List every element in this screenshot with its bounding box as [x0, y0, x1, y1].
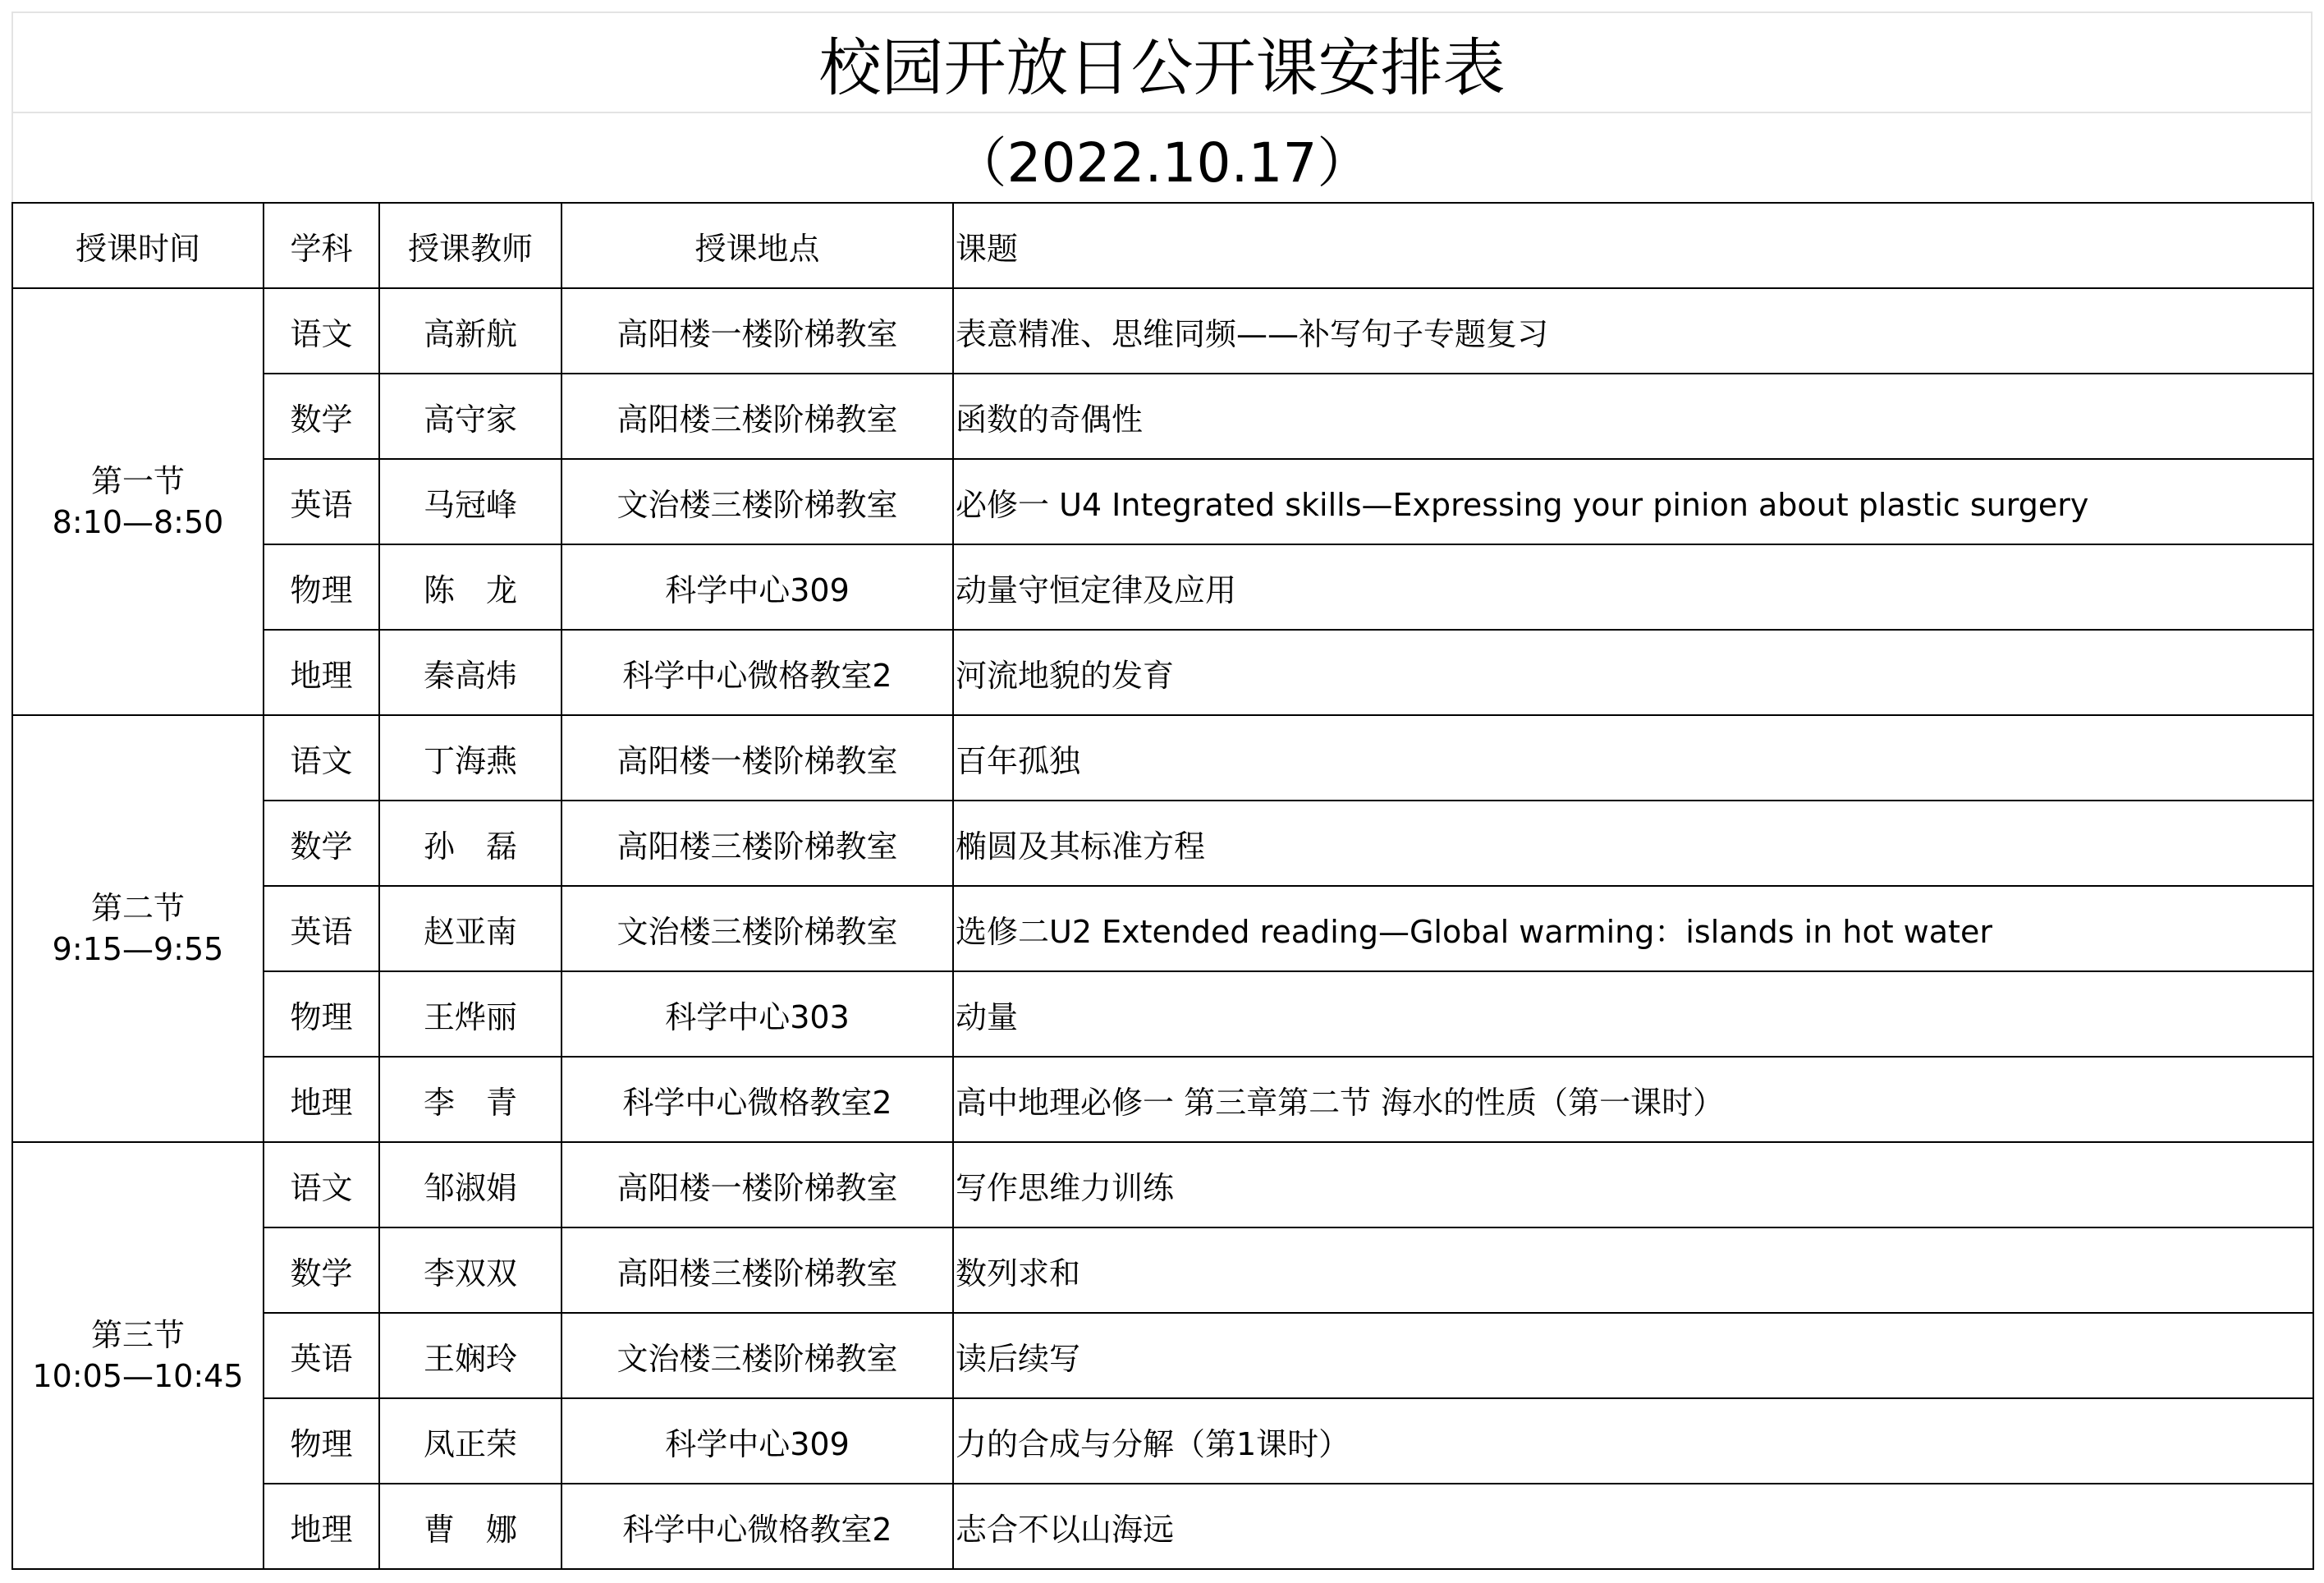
location-cell: 高阳楼三楼阶梯教室: [562, 1227, 953, 1313]
subject-cell: 数学: [264, 801, 379, 886]
subject-cell: 数学: [264, 1227, 379, 1313]
table-row: [12, 1313, 2313, 1398]
topic-cell: 百年孤独: [953, 715, 2313, 801]
location-cell: 文治楼三楼阶梯教室: [562, 1313, 953, 1398]
table-row: [12, 801, 2313, 886]
header-subject: 学科: [264, 203, 379, 288]
location-cell: 科学中心微格教室2: [562, 1484, 953, 1569]
location-cell: 文治楼三楼阶梯教室: [562, 886, 953, 971]
table-row: [12, 1057, 2313, 1142]
teacher-cell: 陈 龙: [379, 544, 562, 630]
location-cell: 高阳楼一楼阶梯教室: [562, 288, 953, 374]
location-cell: 高阳楼三楼阶梯教室: [562, 374, 953, 459]
period-cell: [12, 288, 264, 715]
location-cell: 高阳楼三楼阶梯教室: [562, 801, 953, 886]
topic-cell: 读后续写: [953, 1313, 2313, 1398]
header-time: 授课时间: [12, 203, 264, 288]
teacher-cell: 邹淑娟: [379, 1142, 562, 1227]
topic-cell: 数列求和: [953, 1227, 2313, 1313]
period-time: 9:15—9:55: [52, 931, 224, 967]
topic-cell: 函数的奇偶性: [953, 374, 2313, 459]
teacher-cell: 高守家: [379, 374, 562, 459]
subject-cell: 地理: [264, 630, 379, 715]
teacher-cell: 李 青: [379, 1057, 562, 1142]
subject-cell: 英语: [264, 1313, 379, 1398]
teacher-cell: 赵亚南: [379, 886, 562, 971]
topic-cell: 动量守恒定律及应用: [953, 544, 2313, 630]
location-cell: 文治楼三楼阶梯教室: [562, 459, 953, 544]
period-cell: [12, 1142, 264, 1569]
location-cell: 科学中心303: [562, 971, 953, 1057]
table-row: [12, 1142, 2313, 1227]
period-time: 8:10—8:50: [52, 504, 224, 540]
page-title: 校园开放日公开课安排表: [11, 11, 2313, 112]
table-row: [12, 1227, 2313, 1313]
topic-cell: 表意精准、思维同频——补写句子专题复习: [953, 288, 2313, 374]
teacher-cell: 凤正荣: [379, 1398, 562, 1484]
topic-cell: 写作思维力训练: [953, 1142, 2313, 1227]
subject-cell: 语文: [264, 715, 379, 801]
subject-cell: 地理: [264, 1484, 379, 1569]
header-location: 授课地点: [562, 203, 953, 288]
teacher-cell: 王娴玲: [379, 1313, 562, 1398]
table-row: [12, 544, 2313, 630]
teacher-cell: 秦高炜: [379, 630, 562, 715]
subject-cell: 语文: [264, 288, 379, 374]
topic-cell: 选修二U2 Extended reading—Global warming：islands in hot water: [953, 886, 2313, 971]
teacher-cell: 高新航: [379, 288, 562, 374]
subject-cell: 语文: [264, 1142, 379, 1227]
period-name: 第二节: [90, 890, 185, 926]
period-time: 10:05—10:45: [32, 1358, 244, 1394]
topic-cell: 力的合成与分解（第1课时）: [953, 1398, 2313, 1484]
schedule-table: [11, 202, 2314, 1570]
subject-cell: 数学: [264, 374, 379, 459]
subject-cell: 物理: [264, 544, 379, 630]
table-row: [12, 288, 2313, 374]
subject-cell: 地理: [264, 1057, 379, 1142]
period-name: 第一节: [90, 463, 185, 499]
teacher-cell: 王烨丽: [379, 971, 562, 1057]
schedule-body: [12, 288, 2313, 1569]
teacher-cell: 孙 磊: [379, 801, 562, 886]
header-row: [12, 203, 2313, 288]
table-row: [12, 1484, 2313, 1569]
location-cell: 高阳楼一楼阶梯教室: [562, 1142, 953, 1227]
teacher-cell: 马冠峰: [379, 459, 562, 544]
table-row: [12, 459, 2313, 544]
topic-cell: 必修一 U4 Integrated skills—Expressing your pinion about plastic surgery: [953, 459, 2313, 544]
subject-cell: 英语: [264, 886, 379, 971]
table-row: [12, 715, 2313, 801]
header-teacher: 授课教师: [379, 203, 562, 288]
location-cell: 科学中心309: [562, 544, 953, 630]
location-cell: 科学中心微格教室2: [562, 1057, 953, 1142]
location-cell: 高阳楼一楼阶梯教室: [562, 715, 953, 801]
topic-cell: 河流地貌的发育: [953, 630, 2313, 715]
table-row: [12, 971, 2313, 1057]
teacher-cell: 曹 娜: [379, 1484, 562, 1569]
topic-cell: 动量: [953, 971, 2313, 1057]
location-cell: 科学中心微格教室2: [562, 630, 953, 715]
period-name: 第三节: [90, 1317, 185, 1353]
table-row: [12, 886, 2313, 971]
location-cell: 科学中心309: [562, 1398, 953, 1484]
teacher-cell: 李双双: [379, 1227, 562, 1313]
topic-cell: 椭圆及其标准方程: [953, 801, 2313, 886]
header-topic: 课题: [953, 203, 2313, 288]
schedule-sheet: [11, 11, 2313, 1570]
table-row: [12, 374, 2313, 459]
topic-cell: 志合不以山海远: [953, 1484, 2313, 1569]
teacher-cell: 丁海燕: [379, 715, 562, 801]
table-row: [12, 630, 2313, 715]
schedule-date: （2022.10.17）: [11, 112, 2313, 202]
subject-cell: 物理: [264, 971, 379, 1057]
table-row: [12, 1398, 2313, 1484]
period-cell: [12, 715, 264, 1142]
subject-cell: 物理: [264, 1398, 379, 1484]
subject-cell: 英语: [264, 459, 379, 544]
topic-cell: 高中地理必修一 第三章第二节 海水的性质（第一课时）: [953, 1057, 2313, 1142]
